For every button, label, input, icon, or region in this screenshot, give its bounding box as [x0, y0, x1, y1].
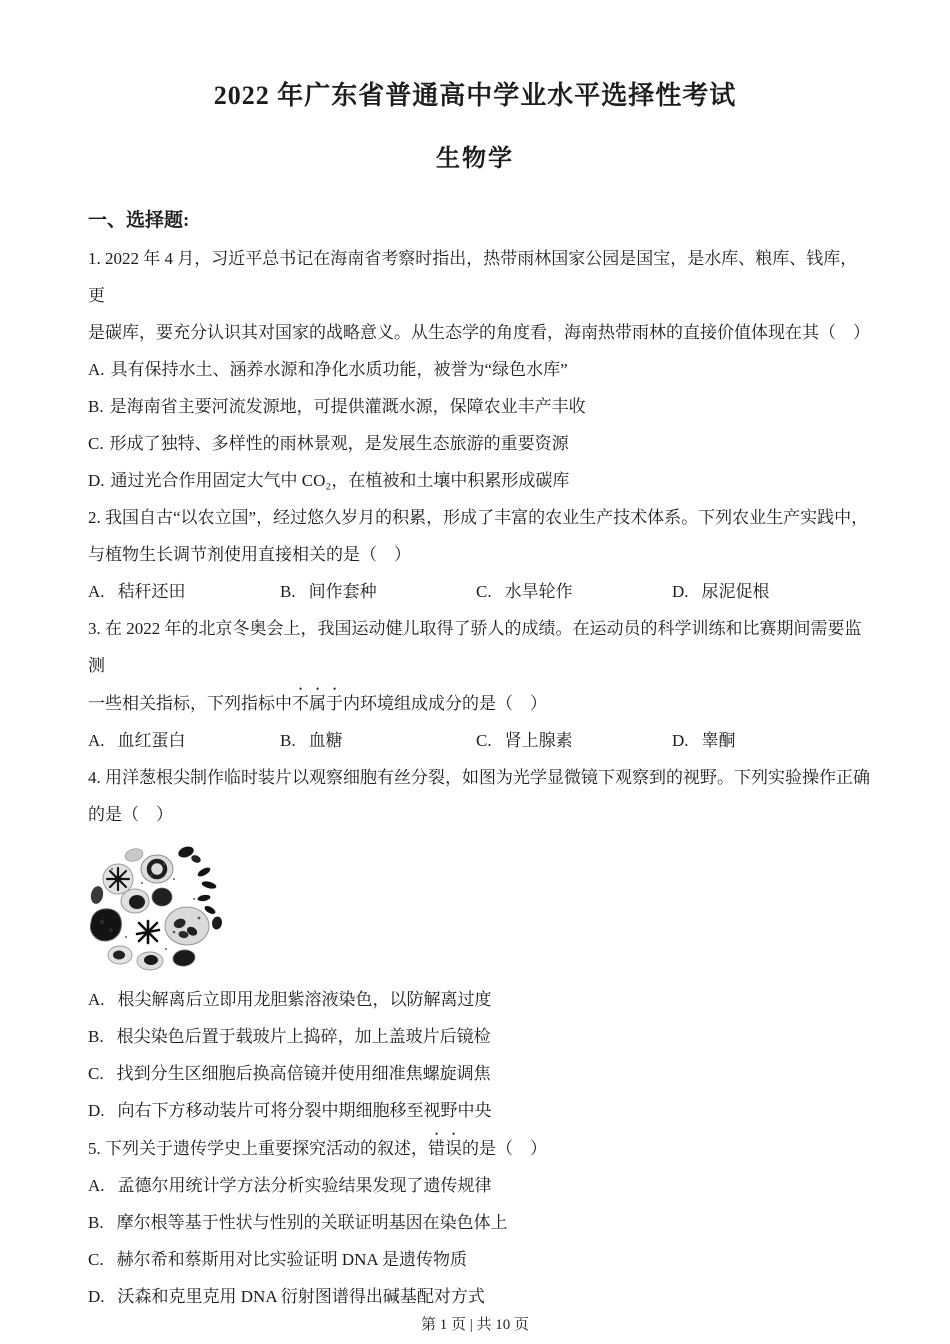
q5-option-c-text: 赫尔希和蔡斯用对比实验证明 DNA 是遗传物质: [116, 1250, 467, 1269]
q4-stem-line1: 4. 用洋葱根尖制作临时装片以观察细胞有丝分裂，如图为光学显微镜下观察到的视野。下列实验操作正确: [88, 768, 870, 787]
q1-option-c: [88, 425, 870, 462]
q5-option-d: [88, 1278, 870, 1315]
q2-option-c: [476, 573, 672, 610]
q3-option-d-label: D.: [672, 731, 689, 750]
q1-option-a: [88, 351, 870, 388]
q1-stem-line2: 是碳库，要充分认识其对国家的战略意义。从生态学的角度看，海南热带雨林的直接价值体现在其（ ）: [88, 323, 870, 342]
q5-option-a: [88, 1167, 870, 1204]
question-2: [88, 499, 870, 610]
q2-option-a-text: 秸秆还田: [117, 582, 186, 601]
q1-option-c-label: C.: [88, 434, 104, 453]
section-heading: 一、选择题:: [88, 210, 190, 231]
q3-option-b: [280, 722, 476, 759]
q4-stem-line2: 的是（ ）: [88, 805, 173, 824]
q3-option-a-label: A.: [88, 731, 105, 750]
q2-stem-line2: 与植物生长调节剂使用直接相关的是（ ）: [88, 545, 411, 564]
q3-options-row: [88, 722, 870, 759]
q5-option-b-label: B.: [88, 1213, 104, 1232]
q4-option-a-label: A.: [88, 990, 105, 1009]
q4-option-c-text: 找到分生区细胞后换高倍镜并使用细准焦螺旋调焦: [116, 1064, 491, 1083]
q3-emphasized-text: 不属于: [292, 694, 343, 713]
q5-stem-post: 的是（ ）: [462, 1139, 547, 1158]
q3-option-b-label: B.: [280, 731, 296, 750]
q5-option-b-text: 摩尔根等基于性状与性别的关联证明基因在染色体上: [116, 1213, 508, 1232]
exam-title: 2022 年广东省普通高中学业水平选择性考试: [213, 81, 737, 110]
q4-option-a-text: 根尖解离后立即用龙胆紫溶液染色，以防解离过度: [117, 990, 492, 1009]
q2-option-d: [672, 573, 870, 610]
question-1: [88, 240, 870, 499]
q1-option-a-text: 具有保持水土、涵养水源和净化水质功能，被誉为“绿色水库”: [110, 360, 568, 379]
q1-stem-line1: 1. 2022 年 4 月，习近平总书记在海南省考察时指出，热带雨林国家公园是国宝，是水库、粮库、钱库，更: [88, 249, 858, 305]
mitosis-micrograph-image: [90, 839, 262, 975]
q1-option-a-label: A.: [88, 360, 105, 379]
q5-option-d-label: D.: [88, 1287, 105, 1306]
q2-options-row: [88, 573, 870, 610]
q3-option-c-label: C.: [476, 731, 492, 750]
q5-option-c-label: C.: [88, 1250, 104, 1269]
q1-option-b-label: B.: [88, 397, 104, 416]
q2-option-a: [88, 573, 280, 610]
mitosis-micrograph-figure: [90, 839, 262, 975]
q2-stem-line1: 2. 我国自古“以农立国”，经过悠久岁月的积累，形成了丰富的农业生产技术体系。下列农业生产实践中，: [88, 508, 869, 527]
q4-option-b-label: B.: [88, 1027, 104, 1046]
exam-body: [88, 208, 870, 1315]
q3-option-d-text: 睾酮: [701, 731, 736, 750]
q3-option-a-text: 血红蛋白: [117, 731, 186, 750]
q4-option-b: [88, 1018, 870, 1055]
q4-option-d-text: 向右下方移动装片可将分裂中期细胞移至视野中央: [117, 1101, 492, 1120]
q3-option-b-text: 血糖: [308, 731, 343, 750]
q5-option-a-text: 孟德尔用统计学方法分析实验结果发现了遗传规律: [117, 1176, 492, 1195]
q4-option-b-text: 根尖染色后置于载玻片上捣碎，加上盖玻片后镜检: [116, 1027, 491, 1046]
exam-subject: 生物学: [436, 146, 514, 172]
q2-option-b: [280, 573, 476, 610]
q2-option-a-label: A.: [88, 582, 105, 601]
q3-option-a: [88, 722, 280, 759]
q2-option-b-text: 间作套种: [308, 582, 377, 601]
q4-option-d-label: D.: [88, 1101, 105, 1120]
q1-option-d-label: D.: [88, 471, 105, 490]
q2-option-b-label: B.: [280, 582, 296, 601]
q5-option-b: [88, 1204, 870, 1241]
q1-option-b: [88, 388, 870, 425]
q3-stem-line2: [88, 684, 870, 722]
q1-option-d: [88, 462, 870, 499]
q3-option-d: [672, 722, 870, 759]
question-4: [88, 759, 870, 1129]
q5-emphasized-text: 错误: [428, 1139, 462, 1158]
q2-option-c-text: 水旱轮作: [504, 582, 573, 601]
q1-option-c-text: 形成了独特、多样性的雨林景观，是发展生态旅游的重要资源: [109, 434, 569, 453]
q3-option-c-text: 肾上腺素: [504, 731, 573, 750]
q5-stem-pre: 5. 下列关于遗传学史上重要探究活动的叙述，: [88, 1139, 428, 1158]
q5-option-d-text: 沃森和克里克用 DNA 衍射图谱得出碱基配对方式: [117, 1287, 485, 1306]
q1-option-d-text: 通过光合作用固定大气中 CO₂，在植被和土壤中积累形成碳库: [110, 471, 570, 490]
q5-option-a-label: A.: [88, 1176, 105, 1195]
q4-option-c: [88, 1055, 870, 1092]
q2-option-c-label: C.: [476, 582, 492, 601]
question-3: [88, 610, 870, 759]
q5-option-c: [88, 1241, 870, 1278]
q2-option-d-label: D.: [672, 582, 689, 601]
q3-option-c: [476, 722, 672, 759]
q4-option-c-label: C.: [88, 1064, 104, 1083]
q3-stem-line1: 3. 在 2022 年的北京冬奥会上，我国运动健儿取得了骄人的成绩。在运动员的科学训练和比赛期间需要监测: [88, 619, 862, 675]
q4-option-d: [88, 1092, 870, 1129]
page-footer: 第 1 页 | 共 10 页: [420, 1317, 529, 1333]
q3-stem-line2-post: 内环境组成成分的是（ ）: [343, 694, 547, 713]
q4-option-a: [88, 981, 870, 1018]
question-5: [88, 1129, 870, 1315]
q3-stem-line2-pre: 一些相关指标，下列指标中: [88, 694, 292, 713]
q5-stem: [88, 1129, 870, 1167]
q1-option-b-text: 是海南省主要河流发源地，可提供灌溉水源，保障农业丰产丰收: [109, 397, 586, 416]
q2-option-d-text: 尿泥促根: [701, 582, 770, 601]
